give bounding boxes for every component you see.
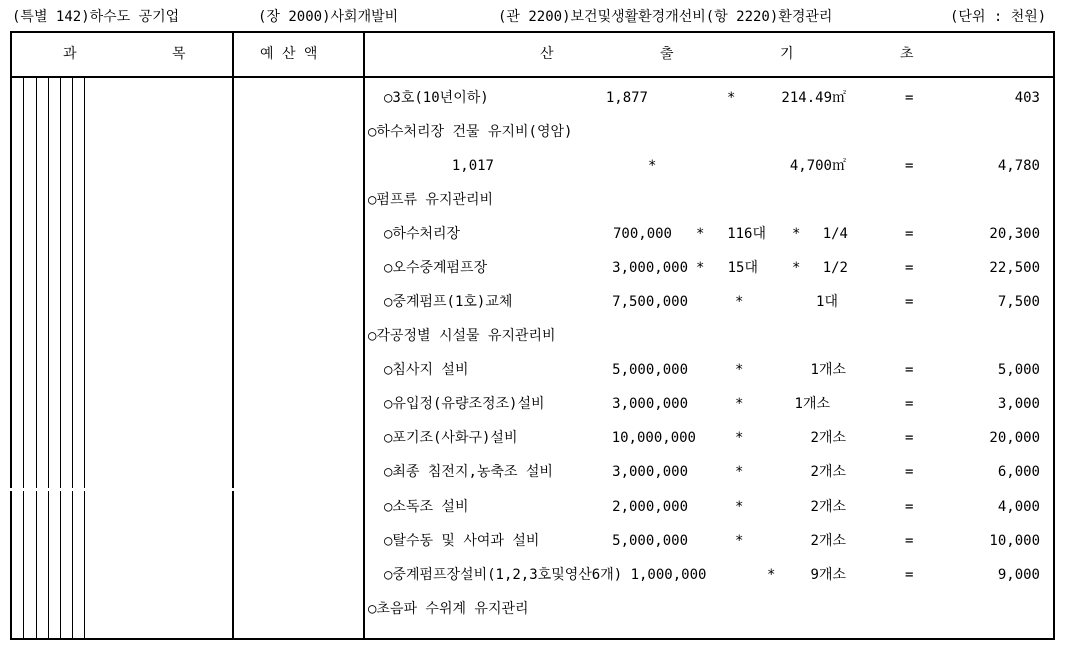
item-amount: 4,000 (997, 499, 1040, 515)
multiply-sign: * (735, 430, 744, 446)
header-calc-2: 출 (660, 46, 674, 62)
section-label: ○하수처리장 건물 유지비(영암) (368, 124, 573, 140)
table-row (0, 88, 1067, 108)
equals-sign: = (905, 158, 914, 174)
item-amount: 6,000 (997, 464, 1040, 480)
equals-sign: = (905, 430, 914, 446)
table-row (0, 565, 1067, 585)
item-qty: 2,000,000 (612, 499, 688, 515)
page-break-gap (10, 488, 234, 491)
equals-sign: = (905, 362, 914, 378)
header-divider (10, 76, 1055, 78)
item-qty: 10,000,000 (611, 430, 696, 446)
multiply-sign: * (735, 533, 744, 549)
table-row (0, 428, 1067, 448)
header-calc-1: 산 (540, 46, 554, 62)
multiply-sign: * (696, 226, 705, 242)
header-gwamok-1: 과 (63, 46, 77, 62)
multiply-sign: * (735, 294, 744, 310)
item-label: ○최종 침전지,농축조 설비 (384, 464, 553, 480)
table-row (0, 156, 1067, 176)
item-amount: 22,500 (989, 260, 1040, 276)
item-label: ○중계펌프장설비(1,2,3호및영산6개) 1,000,000 (384, 567, 707, 583)
table-row (0, 258, 1067, 278)
item-qty: 1,877 (605, 90, 648, 106)
equals-sign: = (905, 499, 914, 515)
equals-sign: = (905, 533, 914, 549)
item-qty: 5,000,000 (612, 362, 688, 378)
table-row (0, 462, 1067, 482)
item-amount: 3,000 (997, 396, 1040, 412)
item-qty: 700,000 (612, 226, 672, 242)
item-rate: 4,700㎡ (789, 158, 846, 174)
item-count: 15대 (727, 260, 758, 276)
equals-sign: = (905, 396, 914, 412)
equals-sign: = (905, 294, 914, 310)
item-rate: 1개소 (810, 362, 846, 378)
equals-sign: = (905, 90, 914, 106)
equals-sign: = (905, 567, 914, 583)
table-row (0, 531, 1067, 551)
equals-sign: = (905, 464, 914, 480)
item-count: 116대 (727, 226, 766, 242)
item-amount: 10,000 (989, 533, 1040, 549)
header-calc-4: 초 (900, 46, 914, 62)
table-row (0, 224, 1067, 244)
multiply-sign: * (727, 90, 736, 106)
section-label: ○초음파 수위계 유지관리 (368, 601, 529, 617)
item-rate: 2개소 (810, 499, 846, 515)
item-label: ○유입정(유량조정조)설비 (384, 396, 545, 412)
multiply-sign: * (735, 362, 744, 378)
item-amount: 5,000 (997, 362, 1040, 378)
item-rate: 214.49㎡ (781, 90, 846, 106)
item-qty: 3,000,000 (612, 396, 688, 412)
item-amount: 7,500 (997, 294, 1040, 310)
unit-label: (단위 : 천원) (950, 9, 1047, 25)
item-label: ○하수처리장 (384, 226, 461, 242)
section-label: ○펌프류 유지관리비 (368, 192, 494, 208)
item-qty: 3,000,000 (612, 464, 688, 480)
item-rate: 2개소 (810, 464, 846, 480)
item-qty: 3,000,000 (612, 260, 688, 276)
table-row (0, 326, 1067, 346)
table-row (0, 497, 1067, 517)
item-label: ○탈수동 및 사여과 설비 (384, 533, 540, 549)
item-rate: 1/4 (822, 226, 848, 242)
table-row (0, 190, 1067, 210)
item-rate: 2개소 (810, 430, 846, 446)
item-amount: 403 (1014, 90, 1040, 106)
item-rate: 1개소 (794, 396, 830, 412)
item-amount: 9,000 (997, 567, 1040, 583)
multiply-sign: * (767, 567, 776, 583)
item-label: ○소독조 설비 (384, 499, 469, 515)
item-label: ○3호(10년이하) (384, 90, 489, 106)
account-code-gwan: (관 2200)보건및생활환경개선비(항 2220)환경관리 (498, 9, 833, 25)
multiply-sign: * (648, 158, 657, 174)
item-label: ○침사지 설비 (384, 362, 469, 378)
item-rate: 2개소 (810, 533, 846, 549)
item-label: ○오수중계펌프장 (384, 260, 488, 276)
section-label: ○각공정별 시설물 유지관리비 (368, 328, 556, 344)
item-rate: 9개소 (810, 567, 846, 583)
equals-sign: = (905, 260, 914, 276)
equals-sign: = (905, 226, 914, 242)
item-qty: 1,017 (451, 158, 494, 174)
table-row (0, 599, 1067, 619)
table-row (0, 394, 1067, 414)
item-rate: 1대 (816, 294, 838, 310)
account-code-jang: (장 2000)사회개발비 (258, 9, 399, 25)
multiply-sign: * (735, 464, 744, 480)
header-budget: 예 산 액 (260, 46, 318, 62)
item-amount: 20,300 (989, 226, 1040, 242)
multiply-sign: * (696, 260, 705, 276)
multiply-sign: * (792, 260, 801, 276)
item-amount: 20,000 (989, 430, 1040, 446)
multiply-sign: * (735, 396, 744, 412)
table-row (0, 360, 1067, 380)
account-code-special: (특별 142)하수도 공기업 (12, 9, 180, 25)
item-amount: 4,780 (997, 158, 1040, 174)
header-calc-3: 기 (780, 46, 794, 62)
table-row (0, 292, 1067, 312)
item-qty: 5,000,000 (612, 533, 688, 549)
header-gwamok-2: 목 (172, 46, 186, 62)
item-label: ○중계펌프(1호)교체 (384, 294, 513, 310)
multiply-sign: * (792, 226, 801, 242)
multiply-sign: * (735, 499, 744, 515)
table-row (0, 122, 1067, 142)
item-label: ○포기조(사화구)설비 (384, 430, 518, 446)
item-qty: 7,500,000 (612, 294, 688, 310)
item-rate: 1/2 (822, 260, 848, 276)
